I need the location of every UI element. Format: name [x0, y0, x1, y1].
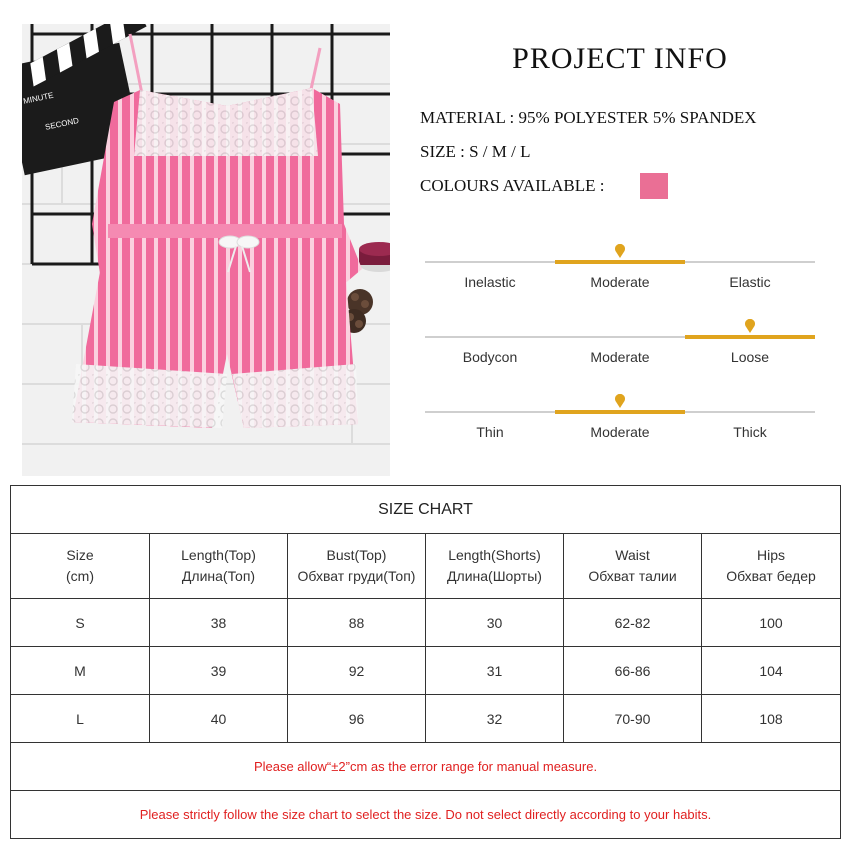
scale-selected-segment — [555, 260, 685, 264]
table-row — [11, 599, 841, 647]
header-ru: (cm) — [66, 568, 94, 584]
header-ru: Длина(Топ) — [181, 568, 256, 584]
table-cell: 96 — [288, 695, 426, 743]
table-cell: 108 — [702, 695, 841, 743]
header-ru: Обхват груди(Топ) — [297, 568, 416, 584]
error-range-note: Please allow“±2”cm as the error range for manual measure. — [11, 743, 841, 791]
thickness-scale — [425, 391, 815, 451]
header-ru: Длина(Шорты) — [447, 568, 542, 584]
table-cell: 104 — [702, 647, 841, 695]
header-ru: Обхват талии — [588, 568, 677, 584]
table-cell: 62-82 — [564, 599, 702, 647]
scale-label: Loose — [730, 349, 770, 365]
scale-selected-segment — [555, 410, 685, 414]
table-cell: 70-90 — [564, 695, 702, 743]
header-en: Size — [66, 547, 94, 563]
header-en: Bust(Top) — [326, 547, 387, 563]
size-chart-title: SIZE CHART — [11, 486, 841, 534]
location-pin-icon — [744, 319, 756, 333]
table-cell: 92 — [288, 647, 426, 695]
table-cell: 39 — [150, 647, 288, 695]
product-photo — [22, 24, 390, 476]
table-cell: 30 — [426, 599, 564, 647]
pajama-illustration — [22, 24, 390, 476]
table-cell: 40 — [150, 695, 288, 743]
scale-selected-segment — [685, 335, 815, 339]
colour-swatch-pink[interactable] — [640, 173, 668, 199]
project-info-title: PROJECT INFO — [512, 42, 728, 75]
table-header — [702, 534, 841, 599]
table-cell: 38 — [150, 599, 288, 647]
table-header — [426, 534, 564, 599]
location-pin-icon — [614, 244, 626, 258]
table-cell: 32 — [426, 695, 564, 743]
table-cell: L — [11, 695, 150, 743]
table-row — [11, 695, 841, 743]
table-cell: M — [11, 647, 150, 695]
size-chart-table — [10, 485, 841, 839]
colours-label: COLOURS AVAILABLE : — [420, 176, 605, 195]
header-en: Waist — [615, 547, 650, 563]
location-pin-icon — [614, 394, 626, 408]
table-row — [11, 647, 841, 695]
header-en: Length(Shorts) — [448, 547, 541, 563]
clapper-text-1: MINUTE — [22, 90, 55, 106]
table-header — [288, 534, 426, 599]
fit-scale — [425, 316, 815, 376]
scale-label: Moderate — [590, 349, 650, 365]
scale-label: Moderate — [590, 424, 650, 440]
header-ru: Обхват бедер — [726, 568, 816, 584]
table-header-row — [11, 534, 841, 599]
table-header — [11, 534, 150, 599]
scale-label: Thick — [733, 424, 767, 440]
table-cell: 100 — [702, 599, 841, 647]
table-cell: 88 — [288, 599, 426, 647]
candle — [359, 242, 390, 272]
size-advice-note: Please strictly follow the size chart to select the size. Do not select directly according to your habits. — [11, 791, 841, 839]
table-cell: 31 — [426, 647, 564, 695]
size-text: SIZE : S / M / L — [420, 142, 531, 161]
scale-label: Thin — [476, 424, 504, 440]
table-header — [564, 534, 702, 599]
scale-label: Bodycon — [462, 349, 518, 365]
clapper-text-2: SECOND — [44, 115, 80, 132]
table-header — [150, 534, 288, 599]
header-en: Length(Top) — [181, 547, 256, 563]
table-cell: 66-86 — [564, 647, 702, 695]
scale-label: Elastic — [729, 274, 771, 290]
elasticity-scale — [425, 241, 815, 301]
table-cell: S — [11, 599, 150, 647]
header-en: Hips — [757, 547, 786, 563]
scale-label: Moderate — [590, 274, 650, 290]
material-text: MATERIAL : 95% POLYESTER 5% SPANDEX — [420, 108, 757, 127]
scale-label: Inelastic — [464, 274, 516, 290]
